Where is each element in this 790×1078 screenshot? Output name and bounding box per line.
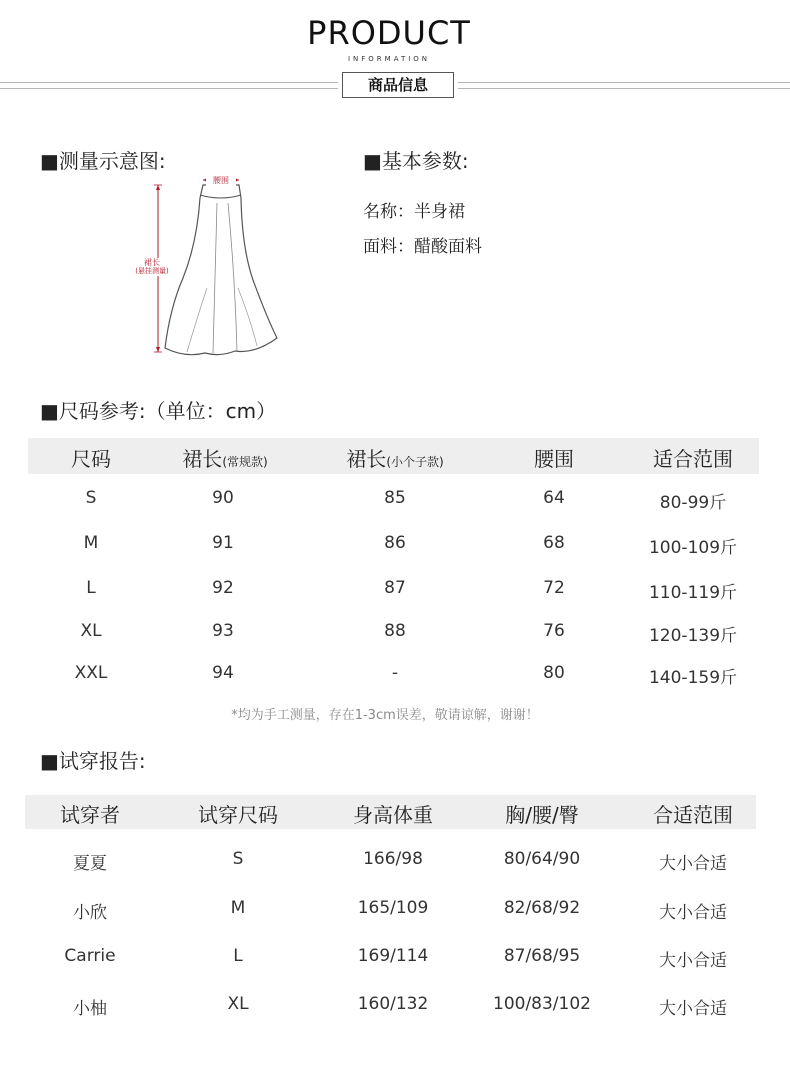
size-ref-title: ■尺码参考:（单位：cm） xyxy=(40,399,277,423)
size-table-cell: 80-99斤 xyxy=(659,493,727,513)
waist-label: 腰围 xyxy=(206,175,236,186)
size-table-cell: 100-109斤 xyxy=(648,538,738,558)
try-on-table-cell: 82/68/92 xyxy=(503,898,581,918)
try-on-table-cell: 小柚 xyxy=(73,999,107,1019)
size-table-cell: 91 xyxy=(212,533,234,553)
try-on-table-cell: 166/98 xyxy=(363,849,423,869)
try-on-table-cell: 87/68/95 xyxy=(503,946,581,966)
try-on-table-cell: 大小合适 xyxy=(659,999,727,1019)
size-table-cell: 80 xyxy=(543,663,565,683)
size-table-cell: 92 xyxy=(212,578,234,598)
measurement-note: *均为手工测量，存在1-3cm误差，敬请谅解，谢谢！ xyxy=(231,708,539,723)
product-name: 名称：半身裙 xyxy=(363,202,465,222)
size-table-cell: 94 xyxy=(212,663,234,683)
size-table-cell: L xyxy=(86,578,96,598)
try-on-table-cell: 大小合适 xyxy=(659,903,727,923)
try-on-table-cell: 160/132 xyxy=(357,994,429,1014)
size-table-cell: XL xyxy=(80,621,102,641)
product-subtitle: INFORMATION xyxy=(347,55,431,63)
size-table-cell: 110-119斤 xyxy=(648,583,738,603)
size-col-header: 腰围 xyxy=(534,447,574,471)
try-on-table-cell: 100/83/102 xyxy=(493,994,591,1014)
size-table-cell: M xyxy=(83,533,99,553)
size-col-header: 尺码 xyxy=(71,447,111,471)
try-on-table-cell: 169/114 xyxy=(357,946,429,966)
try-on-table-cell: L xyxy=(233,946,243,966)
try-on-table-cell: XL xyxy=(227,994,249,1014)
try-on-col-header: 胸/腰/臀 xyxy=(505,803,579,827)
try-on-table-cell: 夏夏 xyxy=(73,854,107,874)
try-on-table-cell: 小欣 xyxy=(73,903,107,923)
size-table-cell: 88 xyxy=(384,621,406,641)
product-fabric: 面料：醋酸面料 xyxy=(363,237,482,257)
try-on-col-header: 试穿者 xyxy=(60,803,120,827)
try-on-table-cell: M xyxy=(230,898,246,918)
size-table-cell: - xyxy=(391,663,399,683)
size-table-cell: 72 xyxy=(543,578,565,598)
length-label: 裙长 xyxy=(132,258,172,268)
size-table-cell: 85 xyxy=(384,488,406,508)
size-table-cell: XXL xyxy=(74,663,108,683)
size-table-cell: 64 xyxy=(543,488,565,508)
product-title: PRODUCT xyxy=(307,14,471,52)
size-table-cell: 86 xyxy=(384,533,406,553)
size-table-cell: S xyxy=(85,488,97,508)
size-col-header: 裙长(常规款) xyxy=(182,447,268,471)
try-on-table-cell: 80/64/90 xyxy=(503,849,581,869)
length-arrow-head xyxy=(156,185,160,190)
size-table-cell: 140-159斤 xyxy=(648,668,738,688)
size-table-cell: 90 xyxy=(212,488,234,508)
size-table-cell: 87 xyxy=(384,578,406,598)
skirt-outline xyxy=(165,185,277,355)
try-on-table-cell: S xyxy=(232,849,244,869)
length-note: (悬挂测量) xyxy=(128,267,176,276)
try-on-col-header: 试穿尺码 xyxy=(198,803,278,827)
try-on-col-header: 合适范围 xyxy=(653,803,733,827)
section-badge: 商品信息 xyxy=(342,72,454,98)
size-table-cell: 76 xyxy=(543,621,565,641)
size-col-header: 适合范围 xyxy=(653,447,733,471)
try-on-table-cell: 165/109 xyxy=(357,898,429,918)
size-col-header: 裙长(小个子款) xyxy=(346,447,444,471)
try-on-table-cell: 大小合适 xyxy=(659,951,727,971)
try-on-table-cell: 大小合适 xyxy=(659,854,727,874)
basic-title: ■基本参数: xyxy=(363,149,469,173)
try-on-table-cell: Carrie xyxy=(64,946,116,966)
size-table-cell: 120-139斤 xyxy=(648,626,738,646)
size-table-cell: 93 xyxy=(212,621,234,641)
size-table-cell: 68 xyxy=(543,533,565,553)
try-on-title: ■试穿报告: xyxy=(40,749,146,773)
length-arrow-head xyxy=(156,347,160,352)
try-on-col-header: 身高体重 xyxy=(353,803,433,827)
measure-title: ■测量示意图: xyxy=(40,149,166,173)
